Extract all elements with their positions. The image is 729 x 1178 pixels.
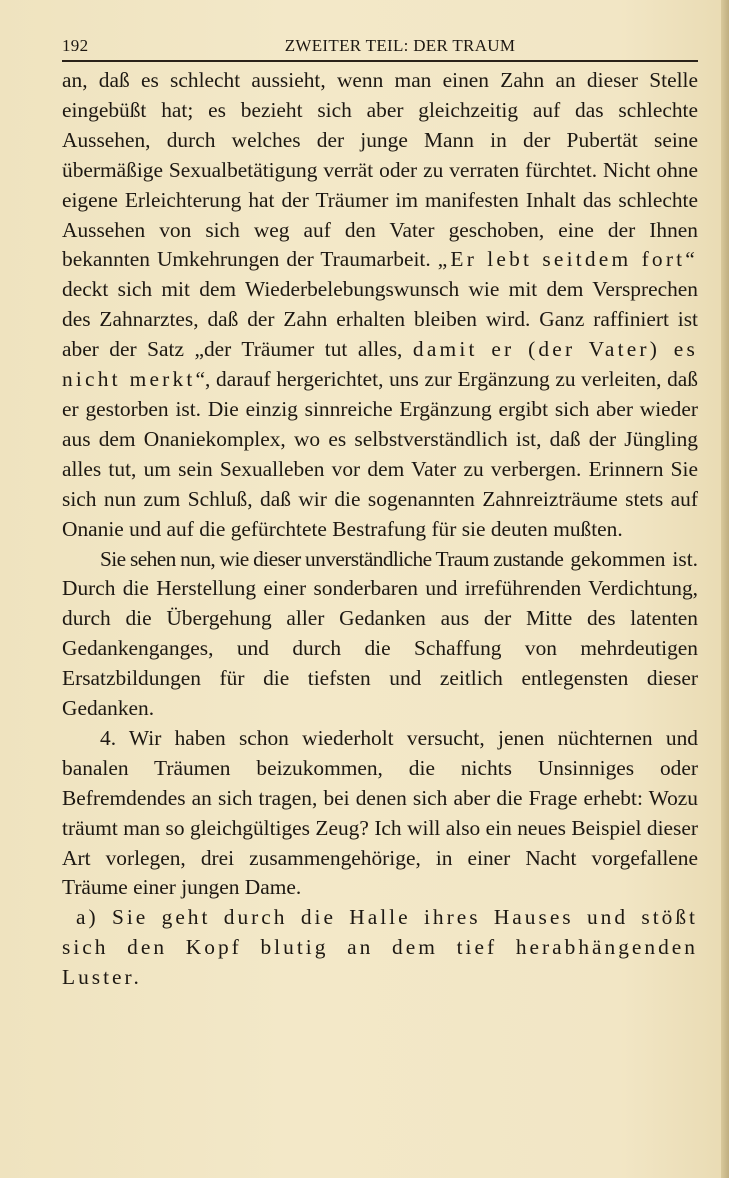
paragraph-2 <box>62 545 698 724</box>
dream-a-paragraph: a) Sie geht durch die Halle ihres Hauses und stößt sich den Kopf blutig an dem tief herabhängenden Luster. <box>62 905 698 990</box>
page-edge <box>721 0 729 1178</box>
paragraph-1 <box>62 66 698 545</box>
paragraph-2-rest: gekommen ist. Durch die Herstellung einer sonderbaren und irreführenden Verdichtung, durch die Übergehung aller Gedanken aus der Mitte des latenten Gedankenganges, und durch die Schaffung von mehrdeutigen Ersatzbildungen für die tiefsten und zeitlich entlegensten dieser Gedanken. <box>62 546 698 721</box>
header-rule <box>62 60 698 62</box>
paragraph-2-first-line: Sie sehen nun, wie dieser unverständliche Traum zustande <box>100 546 564 571</box>
paragraph-1-part-a: an, daß es schlecht aussieht, wenn man einen Zahn an dieser Stelle eingebüßt hat; es bezieht sich aber gleichzeitig auf das schlechte Aussehen, durch welches der junge Mann in der Pubertät seine übermäßige Sexualbetätigung verrät oder zu verraten fürchtet. Nicht ohne eigene Erleichterung hat der Träumer im manifesten Inhalt das schlechte Aussehen von sich weg auf den Vater geschoben, eine der Ihnen bekannten Umkehrungen der Traumarbeit. <box>62 68 698 272</box>
paragraph-1-part-c: “, darauf hergerichtet, uns zur Ergänzung zu verleiten, daß er gestorben ist. Die einzig sinnreiche Ergänzung ergibt sich aber wieder aus dem Onaniekomplex, wo es selbstverständlich ist, daß der Jüngling alles tut, um sein Sexualleben vor dem Vater zu verbergen. Erinnern Sie sich nun zum Schluß, daß wir die sogenannten Zahnreizträume stets auf Onanie und auf die gefürchtete Bestrafung für sie deuten mußten. <box>62 367 698 541</box>
body-text <box>62 66 698 993</box>
quote-er-lebt-seitdem-fort: „Er lebt seitdem fort“ <box>437 247 698 272</box>
quote-damit-er-es-nicht-merkt: damit er (der Vater) es nicht merkt <box>62 337 698 392</box>
running-head: ZWEITER TEIL: DER TRAUM <box>284 36 516 55</box>
paragraph-3: 4. Wir haben schon wiederholt versucht, jenen nüchternen und banalen Träumen beizukommen, die nichts Unsinniges oder Befremdendes an sich tragen, bei denen sich aber die Frage erhebt: Wozu träumt man so gleichgültiges Zeug? Ich will also ein neues Beispiel dieser Art vorlegen, drei zusammengehörige, in einer Nacht vorgefallene Träume einer jungen Dame. <box>62 725 698 900</box>
page-header <box>62 34 698 60</box>
paragraph-1-part-b: deckt sich mit dem Wiederbelebungswunsch wie mit dem Versprechen des Zahnarztes, daß der Zahn erhalten bleiben wird. Ganz raffiniert ist aber der Satz „der Träumer tut alles, <box>62 277 698 362</box>
page-number: 192 <box>62 36 89 55</box>
